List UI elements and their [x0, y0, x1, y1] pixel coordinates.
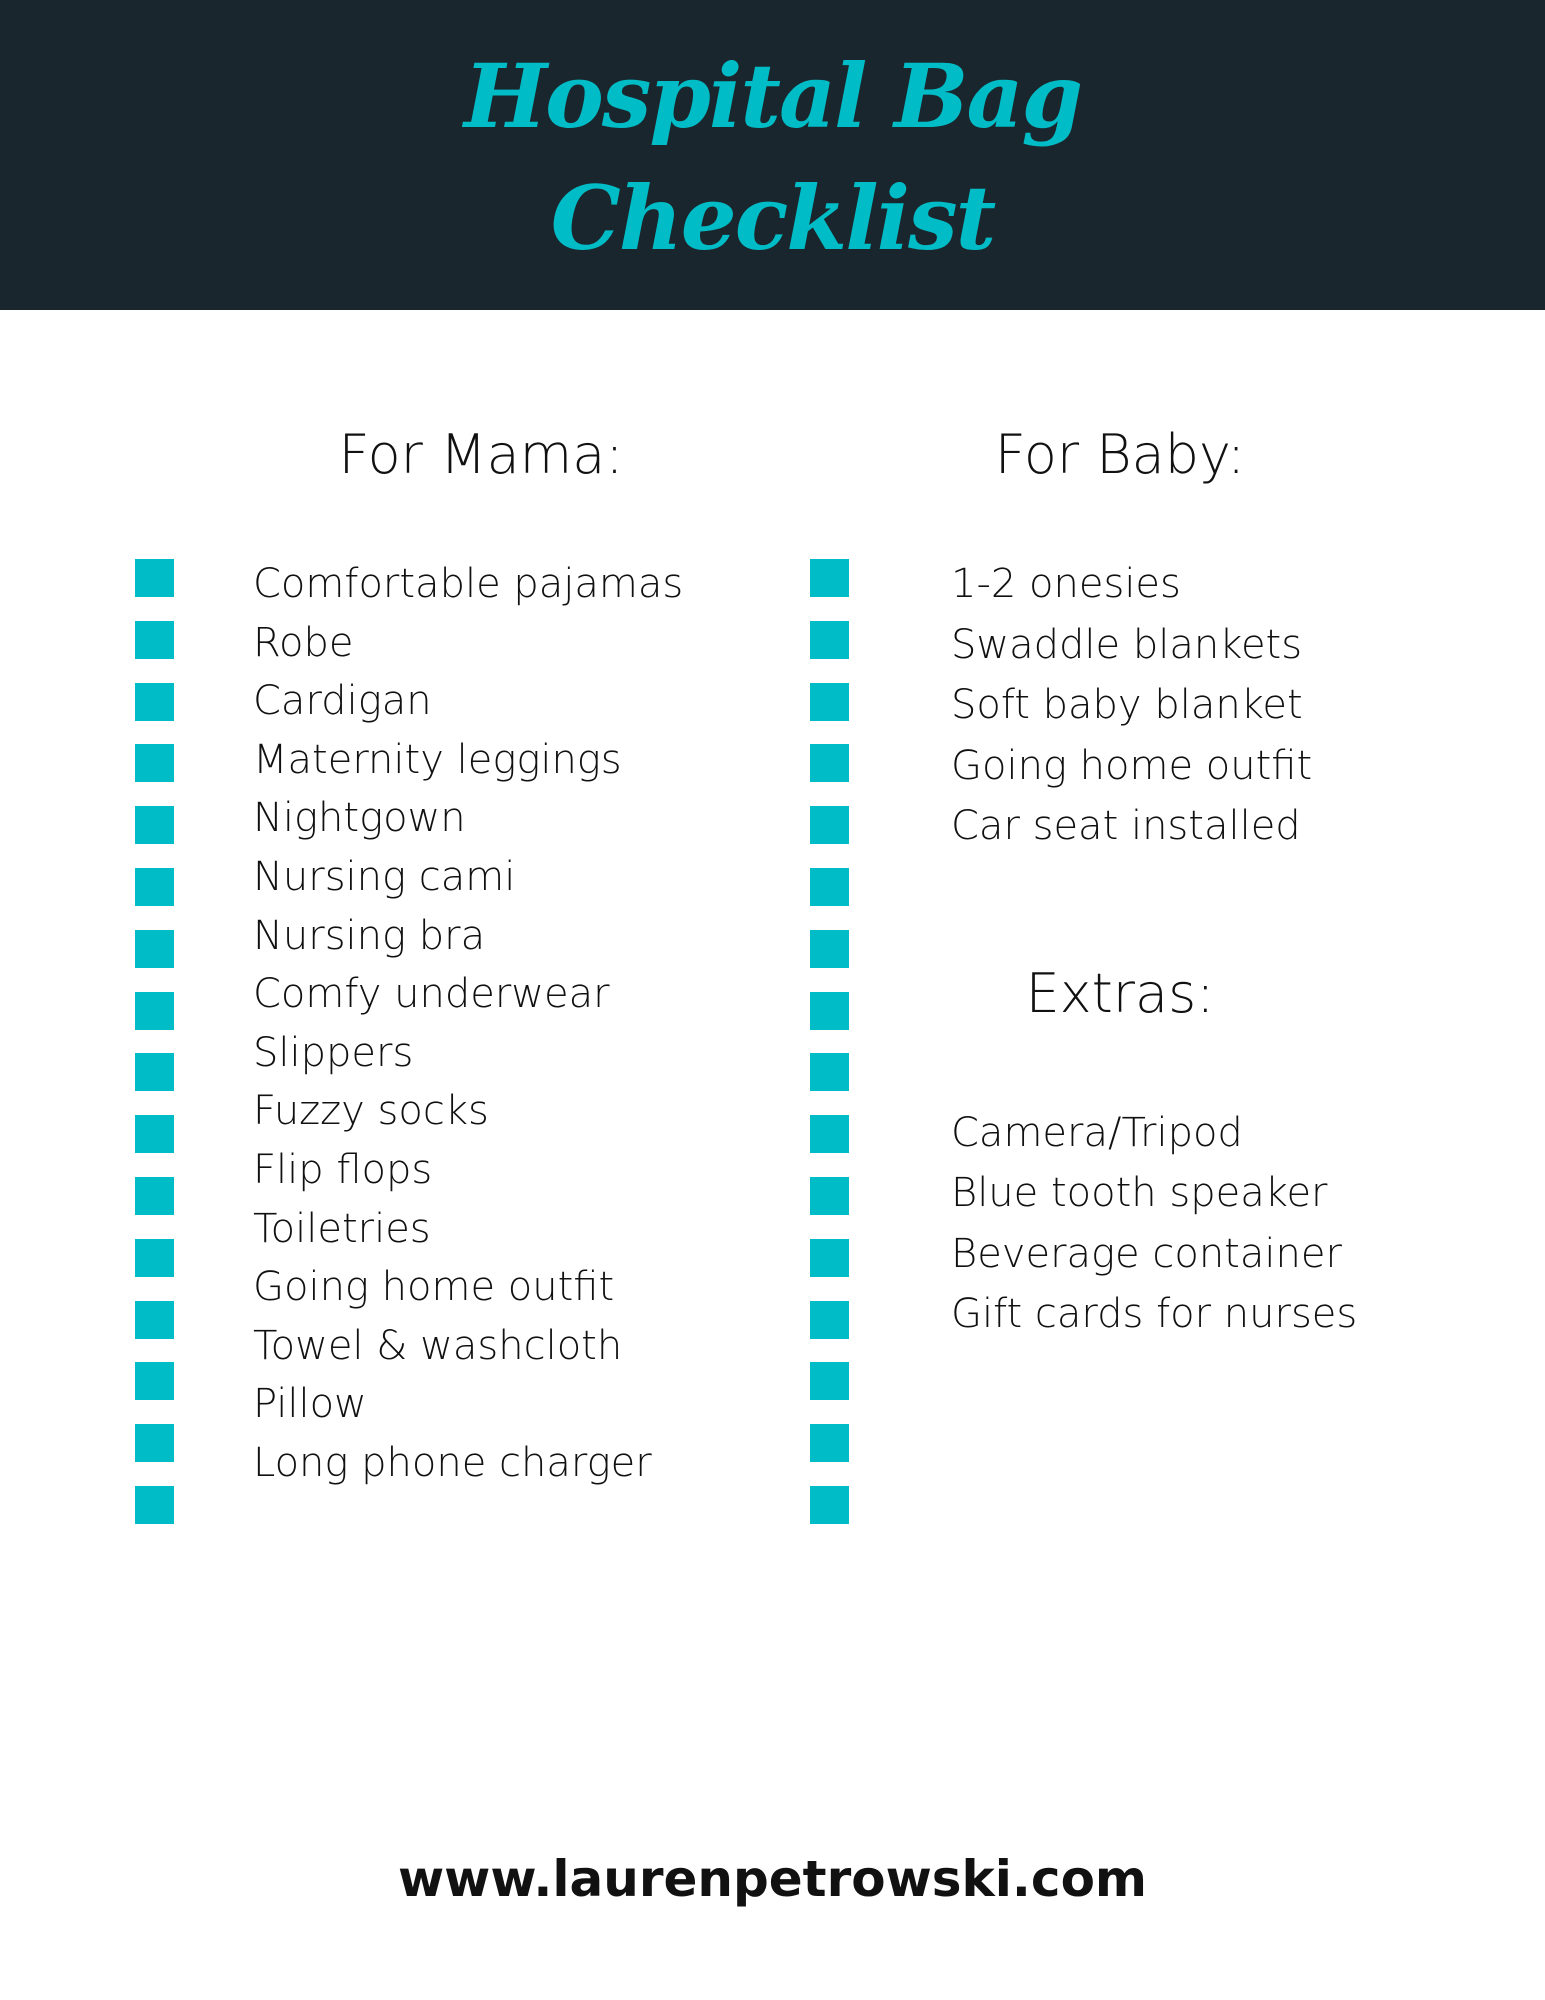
header-banner: [0, 0, 1545, 310]
baby-item: Soft baby blanket: [951, 682, 1303, 729]
mama-checkbox[interactable]: [135, 992, 174, 1030]
mama-item: Flip flops: [253, 1147, 433, 1193]
mama-item: Cardigan: [253, 678, 432, 725]
mama-heading: For Mama:: [338, 423, 624, 486]
baby-item: Swaddle blankets: [951, 621, 1303, 668]
baby-checkbox[interactable]: [810, 1301, 849, 1339]
title-line-2: Checklist: [550, 166, 995, 270]
mama-item: Slippers: [253, 1029, 414, 1076]
mama-checkbox[interactable]: [135, 868, 174, 906]
baby-checkbox[interactable]: [810, 868, 849, 906]
mama-item: Nursing bra: [253, 912, 486, 959]
baby-checkbox[interactable]: [810, 1177, 849, 1215]
baby-heading: For Baby:: [994, 423, 1246, 486]
mama-checkbox[interactable]: [135, 559, 174, 597]
mama-checkbox[interactable]: [135, 683, 174, 721]
baby-checkbox[interactable]: [810, 806, 849, 844]
mama-checkbox[interactable]: [135, 1362, 174, 1400]
baby-checkbox[interactable]: [810, 930, 849, 968]
mama-checkbox[interactable]: [135, 621, 174, 659]
mama-checkbox[interactable]: [135, 1301, 174, 1339]
extras-item: Gift cards for nurses: [951, 1291, 1358, 1338]
mama-checkbox[interactable]: [135, 806, 174, 844]
mama-item: Nightgown: [253, 795, 466, 842]
mama-checkbox[interactable]: [135, 930, 174, 968]
baby-checkbox[interactable]: [810, 1053, 849, 1091]
baby-checkbox[interactable]: [810, 1486, 849, 1524]
baby-checkbox[interactable]: [810, 744, 849, 782]
extras-item: Camera/Tripod: [951, 1110, 1243, 1156]
baby-checkbox[interactable]: [810, 1115, 849, 1153]
mama-item: Towel & washcloth: [253, 1322, 623, 1369]
mama-checkbox[interactable]: [135, 1177, 174, 1215]
extras-item: Blue tooth speaker: [951, 1170, 1328, 1217]
mama-item: Comfortable pajamas: [253, 561, 684, 607]
mama-checkbox[interactable]: [135, 1115, 174, 1153]
baby-item: Car seat installed: [951, 803, 1301, 850]
mama-checkbox[interactable]: [135, 1424, 174, 1462]
title-line-1: Hospital Bag: [463, 44, 1081, 148]
mama-checkbox[interactable]: [135, 1239, 174, 1277]
mama-item: Fuzzy socks: [253, 1088, 489, 1135]
baby-checkbox[interactable]: [810, 992, 849, 1030]
baby-checkbox[interactable]: [810, 683, 849, 721]
mama-checkbox[interactable]: [135, 1486, 174, 1524]
mama-item: Pillow: [253, 1381, 367, 1428]
mama-checkbox[interactable]: [135, 744, 174, 782]
mama-item: Comfy underwear: [253, 971, 610, 1018]
mama-item: Long phone charger: [253, 1440, 652, 1486]
extras-item: Beverage container: [951, 1230, 1342, 1277]
baby-checkbox[interactable]: [810, 1239, 849, 1277]
extras-heading: Extras:: [1025, 962, 1215, 1025]
baby-item: Going home outfit: [951, 742, 1313, 789]
mama-item: Toiletries: [253, 1205, 431, 1252]
baby-checkbox[interactable]: [810, 1362, 849, 1400]
mama-item: Maternity leggings: [253, 736, 622, 783]
baby-checkbox[interactable]: [810, 1424, 849, 1462]
baby-item: 1-2 onesies: [951, 561, 1181, 607]
mama-item: Robe: [253, 619, 354, 666]
mama-item: Nursing cami: [253, 854, 516, 900]
baby-checkbox[interactable]: [810, 559, 849, 597]
mama-item: Going home outfit: [253, 1264, 615, 1311]
mama-checkbox[interactable]: [135, 1053, 174, 1091]
website-url: www.laurenpetrowski.com: [397, 1850, 1148, 1908]
baby-checkbox[interactable]: [810, 621, 849, 659]
